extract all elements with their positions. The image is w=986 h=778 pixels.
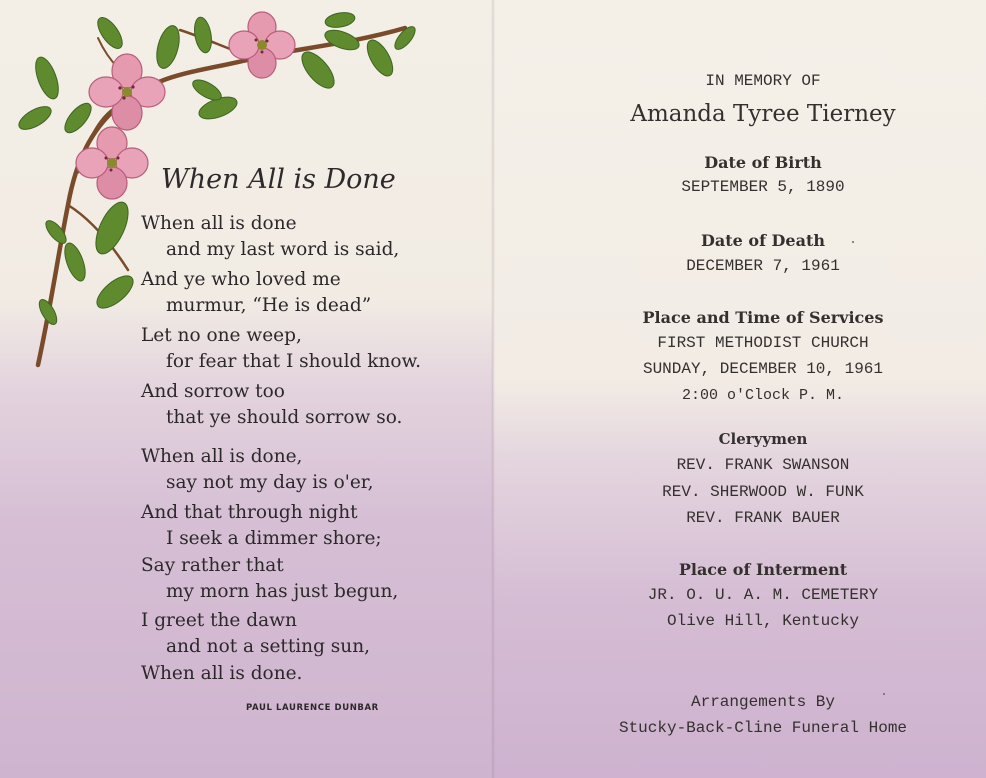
services-date: SUNDAY, DECEMBER 10, 1961 [642,360,884,378]
poem-line: When all is done [141,213,297,234]
poem-line: Let no one weep, [141,325,302,346]
poem-line: say not my day is o'er, [166,472,374,493]
poem-title: When All is Done [161,164,396,195]
clergy-member: REV. FRANK SWANSON [676,456,850,474]
death-label: Date of Death [701,231,825,250]
poem-line: I greet the dawn [141,610,297,631]
poem-line: and not a setting sun, [166,636,371,657]
poem-line: I seek a dimmer shore; [166,528,382,549]
paper-speck [883,693,885,695]
card-fold [491,0,495,778]
death-date: DECEMBER 7, 1961 [686,257,840,275]
poem-author: PAUL LAURENCE DUNBAR [246,703,379,713]
poem-line: And sorrow too [141,381,285,402]
poem-line: Say rather that [141,555,284,576]
right-panel [493,0,986,778]
services-place: FIRST METHODIST CHURCH [657,334,869,352]
deceased-name: Amanda Tyree Tierney [630,101,896,127]
paper-speck [852,241,854,243]
poem-line: that ye should sorrow so. [166,407,403,428]
poem-line: my morn has just begun, [166,581,399,602]
memorial-heading: IN MEMORY OF [705,72,821,90]
poem-line: and my last word is said, [166,239,400,260]
services-label: Place and Time of Services [642,308,884,327]
birth-date: SEPTEMBER 5, 1890 [681,178,845,196]
clergy-member: REV. FRANK BAUER [686,509,840,527]
interment-location: Olive Hill, Kentucky [666,612,860,630]
arrangements-label: Arrangements By [690,693,836,711]
services-time: 2:00 o'Clock P. M. [681,387,845,404]
poem-line: murmur, “He is dead” [166,295,372,316]
interment-place: JR. O. U. A. M. CEMETERY [647,586,879,604]
poem-line: When all is done. [141,663,303,684]
clergy-member: REV. SHERWOOD W. FUNK [662,483,864,501]
funeral-home: Stucky-Back-Cline Funeral Home [618,719,908,737]
poem-line: And that through night [141,502,358,523]
birth-label: Date of Birth [704,153,822,172]
poem-line: for fear that I should know. [166,351,422,372]
interment-label: Place of Interment [678,560,848,579]
poem-line: And ye who loved me [141,269,341,290]
poem-line: When all is done, [141,446,303,467]
clergy-label: Cleryymen [718,430,808,448]
